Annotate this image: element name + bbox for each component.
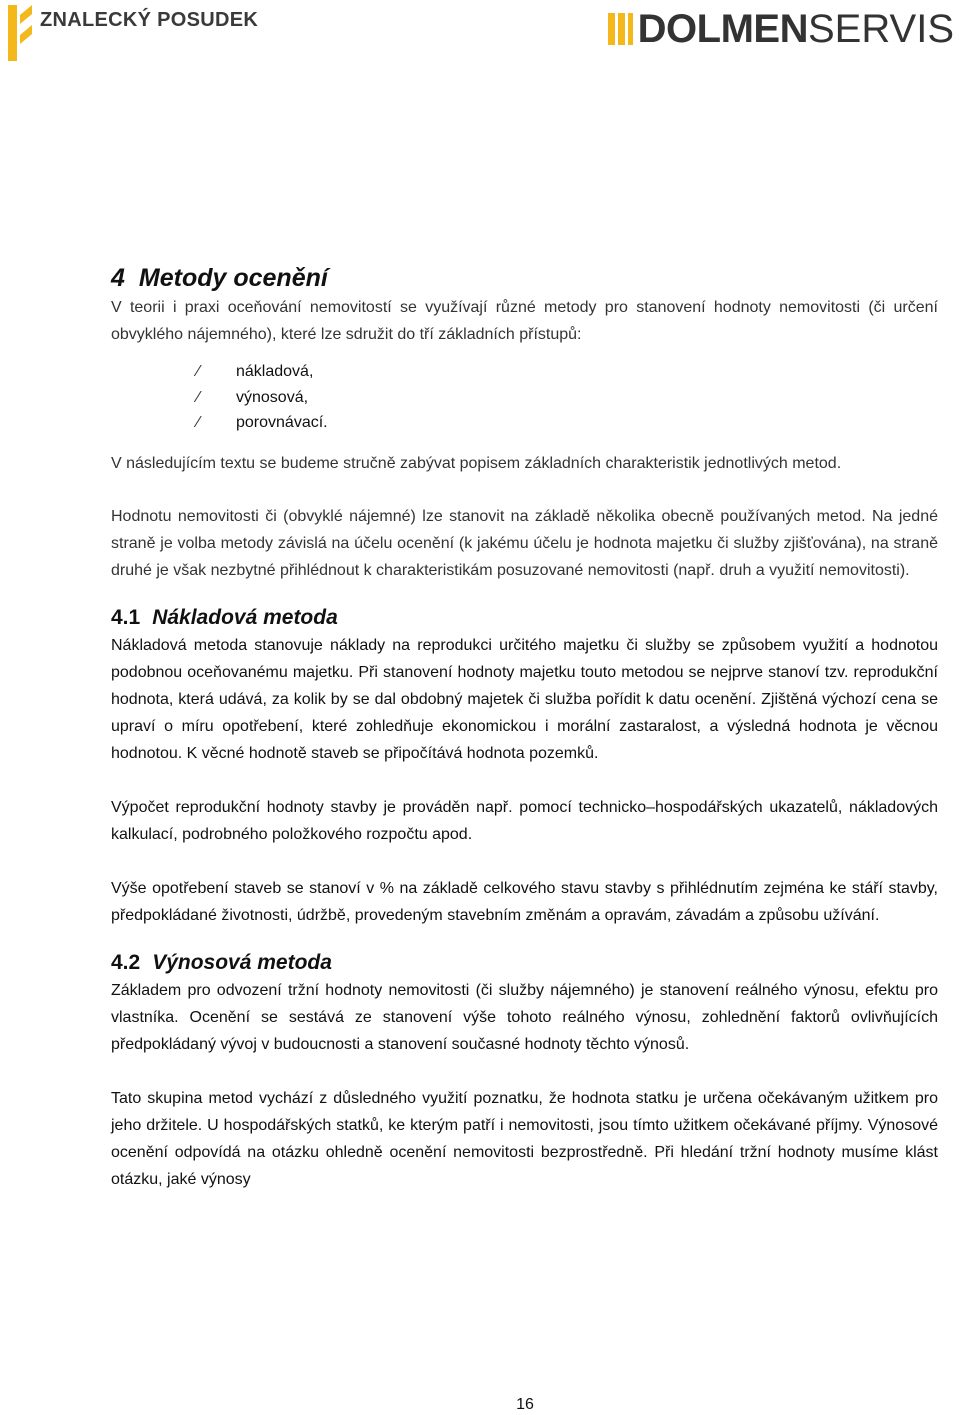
section-4-2-title: Výnosová metoda [152, 950, 332, 974]
section-4-1-number: 4.1 [111, 605, 141, 629]
section-4-2-paragraph-1: Základem pro odvození tržní hodnoty nemovitosti (či služby nájemného) je stanovení reálného výnosu, efektu pro vlastníka. Ocenění se sestává ze stanovení výše tohoto reálného výnosu, zohlednění faktorů ovlivňujících předpokládaný vývoj v budoucnosti a stanovení současné hodnoty těchto výnosů. [111, 981, 938, 1053]
znalecky-posudek-logo [8, 5, 258, 61]
section-4-1-paragraph-1: Nákladová metoda stanovuje náklady na reprodukci určitého majetku či služby se způsobem využití a hodnotou podobnou oceňovanému majetku. Při stanovení hodnoty majetku touto metodou se nejprve stanoví tzv. reprodukční hodnota, která udává, za kolik by se dal obdobný majetek či služba pořídit k datu ocenění. Zjištěná výchozí cena se upraví o míru opotřebení, které zohledňuje ekonomickou i morální zastaralost, a výsledná hodnota je věcnou hodnotou. K věcné hodnotě staveb se připočítává hodnota pozemků. [111, 636, 938, 762]
section-4-title: Metody ocenění [138, 264, 328, 292]
section-4-1-paragraph-3: Výše opotřebení staveb se stanoví v % na základě celkového stavu stavby s přihlédnutím zejména ke stáří stavby, předpokládané životnosti, údržbě, provedeným stavebním změnám a opravám, závadám a způsobu užívání. [111, 879, 938, 924]
section-4-number: 4 [111, 264, 125, 292]
list-item: ∕ porovnávací. [111, 410, 938, 436]
logo-mark-icon [8, 5, 32, 61]
section-4-paragraph-2: V následujícím textu se budeme stručně zabývat popisem základních charakteristik jednotlivých metod. [111, 454, 842, 472]
left-logo-text: ZNALECKÝ POSUDEK [40, 9, 259, 31]
section-4-2-number: 4.2 [111, 950, 141, 974]
dolmen-servis-logo [608, 6, 954, 52]
list-item: ∕ výnosová, [111, 385, 938, 411]
page-number: 16 [516, 1396, 534, 1413]
page-header [0, 0, 960, 70]
section-4-heading [111, 262, 938, 294]
dash-bullet-icon: ∕ [197, 363, 200, 380]
document-body [111, 262, 938, 1193]
approach-list [111, 359, 938, 436]
section-4-2-paragraph-2: Tato skupina metod vychází z důsledného využití poznatku, že hodnota statku je určena očekávaným užitkem pro jeho držitele. U hospodářských statků, ke kterým patří i nemovitosti, jsou tímto užitkem očekávané příjmy. Výnosové ocenění odpovídá na otázku ohledně ocenění nemovitosti bezprostředně. Při hledání tržní hodnoty musíme klást otázku, jaké výnosy [111, 1089, 938, 1188]
section-4-2-heading [111, 949, 938, 977]
dolmen-mark-icon [608, 9, 634, 49]
right-logo-bold-text: DOLMEN [637, 7, 808, 51]
dash-bullet-icon: ∕ [197, 414, 200, 431]
section-4-paragraph-3: Hodnotu nemovitosti či (obvyklé nájemné) lze stanovit na základě několika obecně používaných metod. Na jedné straně je volba metody závislá na účelu ocenění (k jakému účelu je hodnota majetku či služby zjišťována), na straně druhé je však nezbytné přihlédnout k charakteristikám posuzované nemovitosti (např. druh a využití nemovitosti). [111, 507, 938, 579]
section-4-1-paragraph-2: Výpočet reprodukční hodnoty stavby je prováděn např. pomocí technicko–hospodářských ukazatelů, nákladových kalkulací, podrobného položkového rozpočtu apod. [111, 798, 938, 843]
list-item: ∕ nákladová, [111, 359, 938, 385]
section-4-1-heading [111, 604, 938, 632]
right-logo-light-text: SERVIS [808, 7, 954, 51]
section-4-intro: V teorii i praxi oceňování nemovitostí se využívají různé metody pro stanovení hodnoty nemovitosti (či určení obvyklého nájemného), které lze sdružit do tří základních přístupů: [111, 299, 938, 343]
section-4-1-title: Nákladová metoda [152, 605, 338, 629]
dash-bullet-icon: ∕ [197, 388, 200, 406]
